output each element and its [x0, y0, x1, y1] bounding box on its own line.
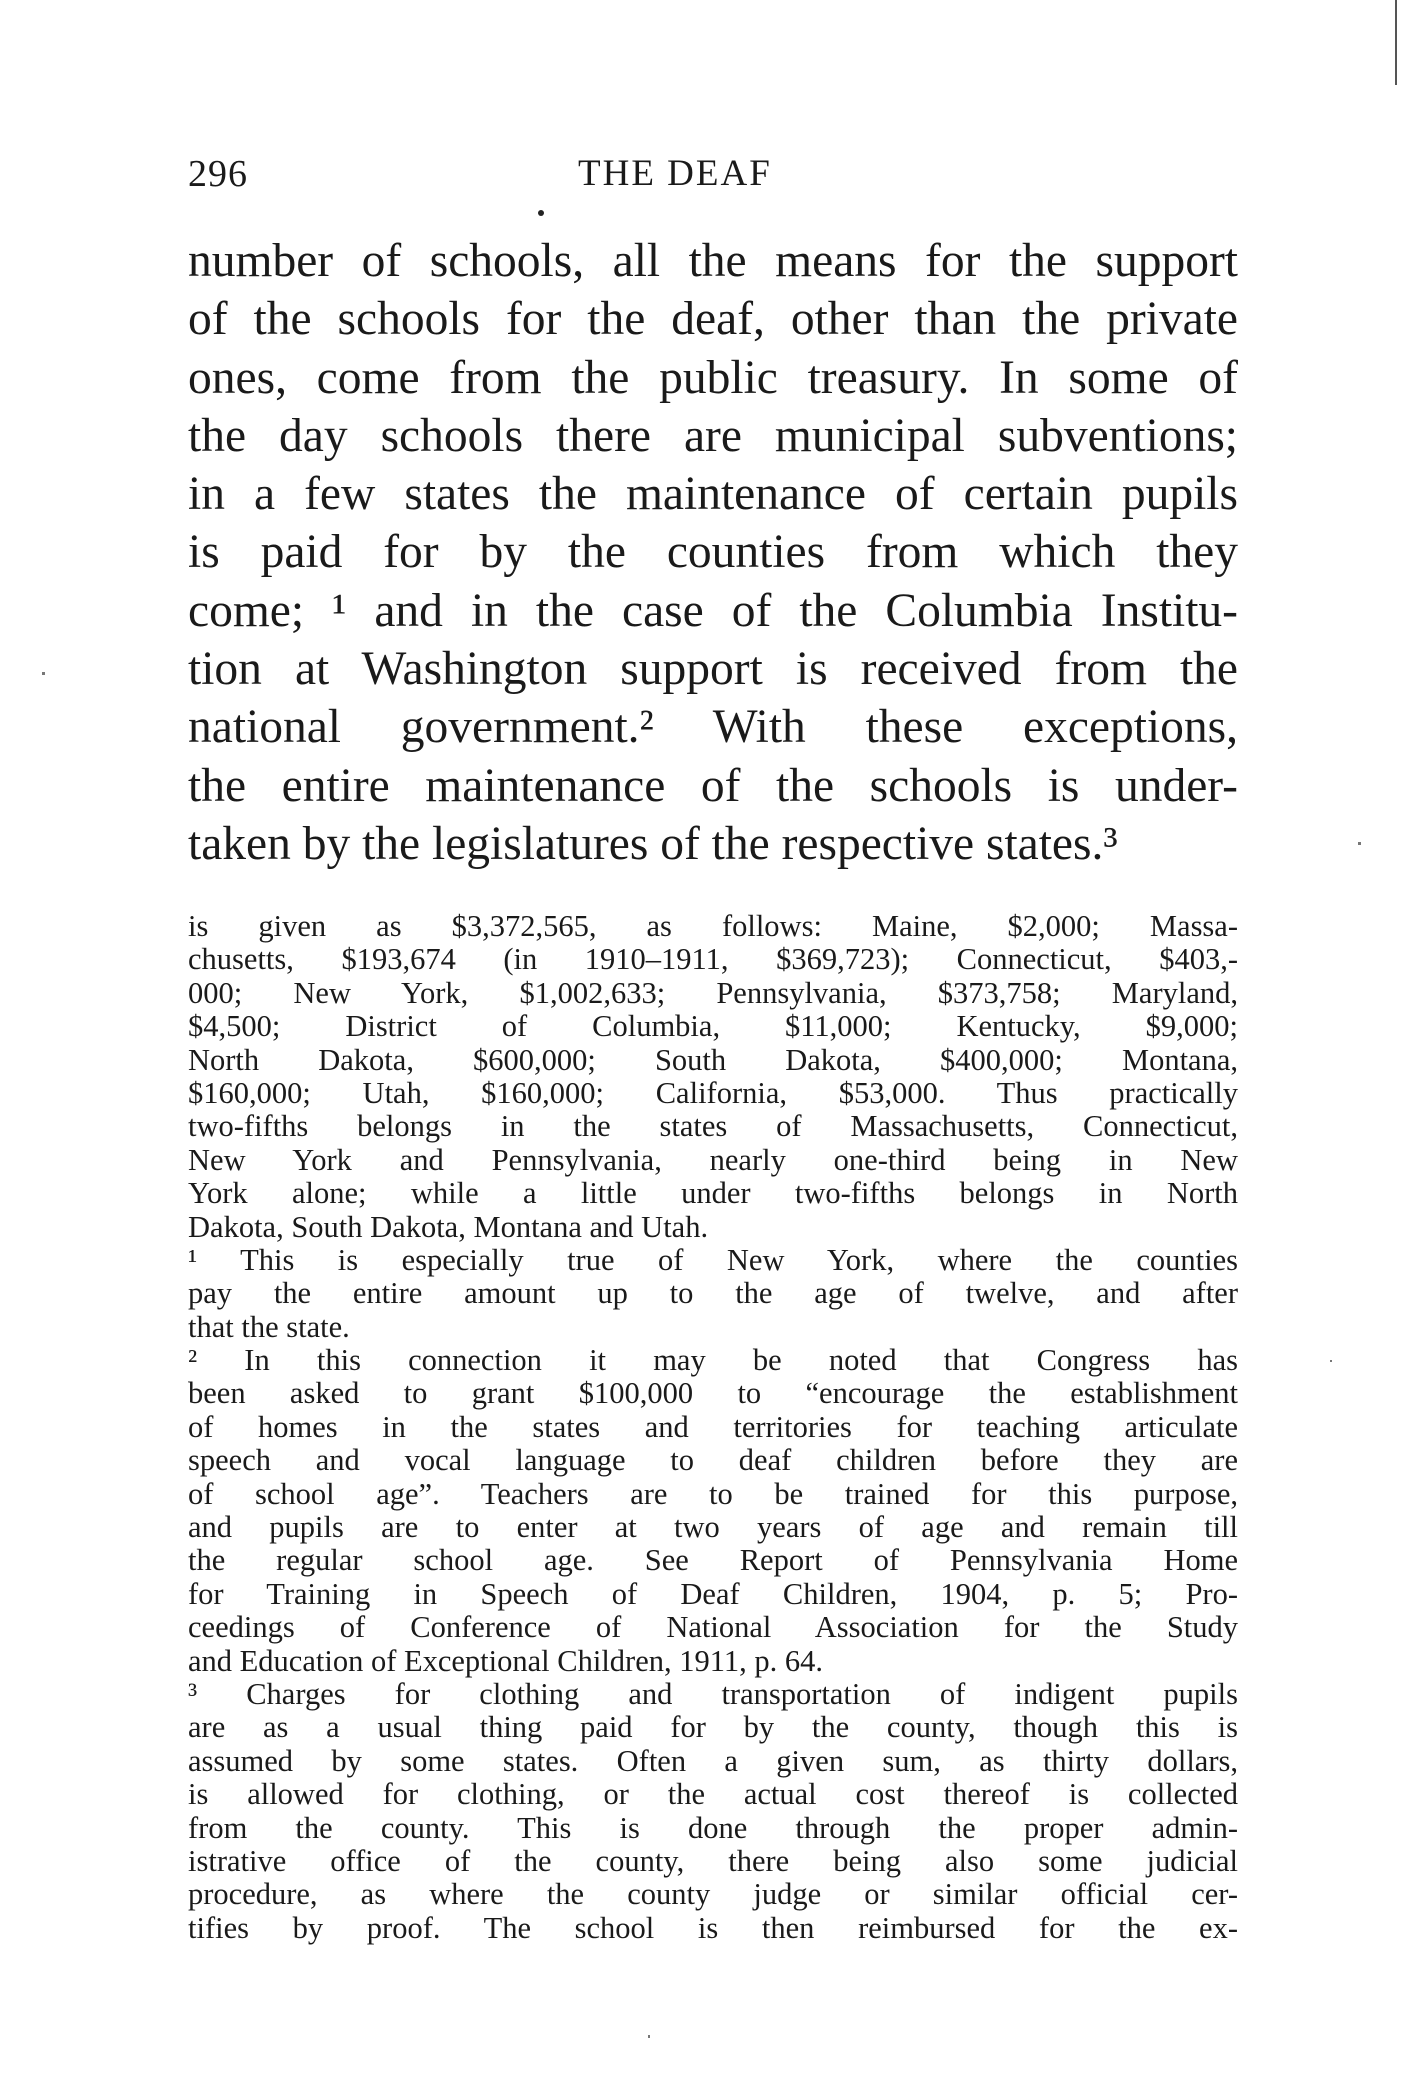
- footnote-line: Dakota, South Dakota, Montana and Utah.: [188, 1210, 709, 1244]
- footnote-line: New York and Pennsylvania, nearly one-third being in New: [188, 1143, 1238, 1177]
- footnote-line: ³ Charges for clothing and transportation of indigent pupils: [188, 1677, 1238, 1711]
- ink-speck: [538, 210, 544, 216]
- footnote-line: York alone; while a little under two-fifths belongs in North: [188, 1177, 1238, 1211]
- footnote-line: and Education of Exceptional Children, 1911, p. 64.: [188, 1644, 823, 1678]
- footnote-line: been asked to grant $100,000 to “encourage the establishment: [188, 1377, 1238, 1411]
- footnote-line: of school age”. Teachers are to be trained for this purpose,: [188, 1477, 1238, 1511]
- body-line: the day schools there are municipal subventions;: [188, 409, 1238, 462]
- footnote-line: is allowed for clothing, or the actual cost thereof is collected: [188, 1778, 1238, 1812]
- footnote-line: procedure, as where the county judge or similar official cer-: [188, 1878, 1238, 1912]
- footnote-line: that the state.: [188, 1310, 350, 1344]
- footnote-line: of homes in the states and territories for teaching articulate: [188, 1410, 1238, 1444]
- body-line: the entire maintenance of the schools is under-: [188, 759, 1238, 812]
- footnote-line: ceedings of Conference of National Association for the Study: [188, 1611, 1238, 1645]
- footnote-line: $160,000; Utah, $160,000; California, $53,000. Thus practically: [188, 1076, 1238, 1110]
- footnote-line: assumed by some states. Often a given sum, as thirty dollars,: [188, 1744, 1238, 1778]
- ink-speck: [648, 2035, 650, 2038]
- main-paragraph: [188, 232, 1238, 873]
- body-line: ones, come from the public treasury. In some of: [188, 351, 1238, 404]
- footnote-line: are as a usual thing paid for by the county, though this is: [188, 1711, 1238, 1745]
- footnote-line: 000; New York, $1,002,633; Pennsylvania, $373,758; Maryland,: [188, 976, 1238, 1010]
- page-number: 296: [188, 153, 248, 195]
- scan-edge-mark: [1395, 0, 1397, 85]
- footnote-line: istrative office of the county, there being also some judicial: [188, 1844, 1238, 1878]
- footnote-line: and pupils are to enter at two years of age and remain till: [188, 1511, 1238, 1545]
- footnotes: [188, 910, 1238, 1945]
- body-line: tion at Washington support is received from the: [188, 643, 1238, 696]
- body-line: number of schools, all the means for the support: [188, 235, 1238, 287]
- body-line: national government.² With these exceptions,: [188, 701, 1238, 754]
- footnote-line: pay the entire amount up to the age of twelve, and after: [188, 1277, 1238, 1311]
- ink-speck: [42, 672, 45, 675]
- body-line: of the schools for the deaf, other than the private: [188, 293, 1238, 346]
- footnote-line: two-fifths belongs in the states of Massachusetts, Connecticut,: [188, 1110, 1238, 1144]
- body-line: taken by the legislatures of the respective states.³: [188, 817, 1118, 870]
- footnote-line: speech and vocal language to deaf children before they are: [188, 1444, 1238, 1478]
- footnote-line: $4,500; District of Columbia, $11,000; Kentucky, $9,000;: [188, 1010, 1238, 1044]
- body-line: is paid for by the counties from which they: [188, 526, 1238, 579]
- footnote-line: is given as $3,372,565, as follows: Maine, $2,000; Massa-: [188, 910, 1238, 943]
- ink-speck: [1358, 842, 1361, 845]
- ink-speck: [1330, 1360, 1332, 1362]
- running-head: THE DEAF: [578, 153, 772, 194]
- body-line: come; ¹ and in the case of the Columbia Institu-: [188, 584, 1238, 637]
- footnote-line: the regular school age. See Report of Pennsylvania Home: [188, 1544, 1238, 1578]
- footnote-line: ² In this connection it may be noted that Congress has: [188, 1344, 1238, 1378]
- footnote-line: chusetts, $193,674 (in 1910–1911, $369,723); Connecticut, $403,-: [188, 943, 1238, 977]
- footnote-line: North Dakota, $600,000; South Dakota, $400,000; Montana,: [188, 1043, 1238, 1077]
- body-line: in a few states the maintenance of certain pupils: [188, 468, 1238, 521]
- footnote-line: for Training in Speech of Deaf Children, 1904, p. 5; Pro-: [188, 1577, 1238, 1611]
- footnote-line: ¹ This is especially true of New York, where the counties: [188, 1243, 1238, 1277]
- footnote-line: from the county. This is done through the proper admin-: [188, 1811, 1238, 1845]
- footnote-line: tifies by proof. The school is then reimbursed for the ex-: [188, 1911, 1238, 1945]
- page-header: [188, 152, 1238, 202]
